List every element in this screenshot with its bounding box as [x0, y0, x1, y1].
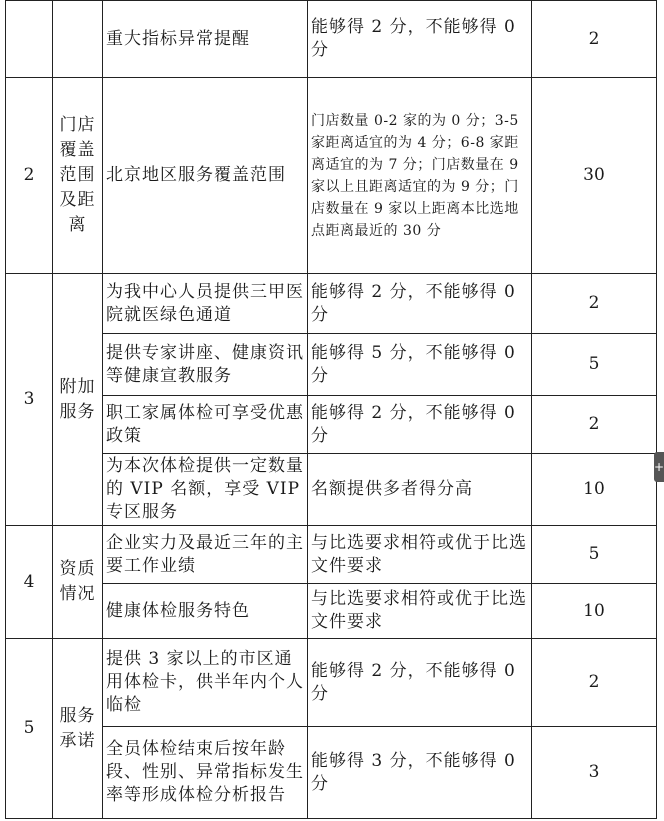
table-row	[6, 526, 657, 584]
row-category: 资质情况	[53, 526, 103, 639]
score-cell: 30	[532, 78, 657, 274]
score-cell: 2	[532, 396, 657, 454]
item-cell: 企业实力及最近三年的主要工作业绩	[103, 526, 308, 584]
item-cell: 职工家属体检可享受优惠政策	[103, 396, 308, 454]
rule-cell: 能够得 2 分，不能够得 0 分	[308, 396, 532, 454]
score-cell: 3	[532, 727, 657, 819]
rule-cell: 能够得 2 分，不能够得 0 分	[308, 639, 532, 727]
item-cell: 提供专家讲座、健康资讯等健康宣教服务	[103, 334, 308, 396]
score-cell: 5	[532, 526, 657, 584]
item-cell: 全员体检结束后按年龄段、性别、异常指标发生率等形成体检分析报告	[103, 727, 308, 819]
rule-cell: 与比选要求相符或优于比选文件要求	[308, 526, 532, 584]
rule-cell: 能够得 3 分，不能够得 0 分	[308, 727, 532, 819]
score-cell: 2	[532, 1, 657, 78]
rule-cell: 与比选要求相符或优于比选文件要求	[308, 584, 532, 639]
table-row	[6, 396, 657, 454]
row-category: 服务承诺	[53, 639, 103, 819]
table-row	[6, 1, 657, 78]
score-cell: 10	[532, 454, 657, 526]
item-cell: 健康体检服务特色	[103, 584, 308, 639]
item-cell: 重大指标异常提醒	[103, 1, 308, 78]
score-cell: 2	[532, 274, 657, 334]
row-number: 5	[6, 639, 53, 819]
scoring-table	[5, 0, 657, 819]
row-category	[53, 1, 103, 78]
table-row	[6, 274, 657, 334]
rule-cell: 门店数量 0-2 家的为 0 分；3-5 家距离适宜的为 4 分；6-8 家距离适宜的为 7 分；门店数量在 9 家以上且距离适宜的为 9 分；门店数量在 9 家以上距离本比选地点距离最近的 30 分	[308, 78, 532, 274]
row-number: 4	[6, 526, 53, 639]
table-row	[6, 334, 657, 396]
side-expand-button[interactable]: +	[654, 452, 664, 482]
item-cell: 提供 3 家以上的市区通用体检卡，供半年内个人临检	[103, 639, 308, 727]
table-row	[6, 78, 657, 274]
rule-cell: 名额提供多者得分高	[308, 454, 532, 526]
item-cell: 为本次体检提供一定数量的 VIP 名额，享受 VIP 专区服务	[103, 454, 308, 526]
rule-cell: 能够得 5 分，不能够得 0 分	[308, 334, 532, 396]
table-row	[6, 454, 657, 526]
row-number: 2	[6, 78, 53, 274]
row-number: 3	[6, 274, 53, 526]
item-cell: 北京地区服务覆盖范围	[103, 78, 308, 274]
score-cell: 10	[532, 584, 657, 639]
rule-cell: 能够得 2 分，不能够得 0 分	[308, 274, 532, 334]
rule-cell: 能够得 2 分，不能够得 0 分	[308, 1, 532, 78]
item-cell: 为我中心人员提供三甲医院就医绿色通道	[103, 274, 308, 334]
score-cell: 2	[532, 639, 657, 727]
table-row	[6, 727, 657, 819]
row-category: 门店覆盖范围及距离	[53, 78, 103, 274]
row-number	[6, 1, 53, 78]
table-row	[6, 639, 657, 727]
table-row	[6, 584, 657, 639]
row-category: 附加服务	[53, 274, 103, 526]
score-cell: 5	[532, 334, 657, 396]
